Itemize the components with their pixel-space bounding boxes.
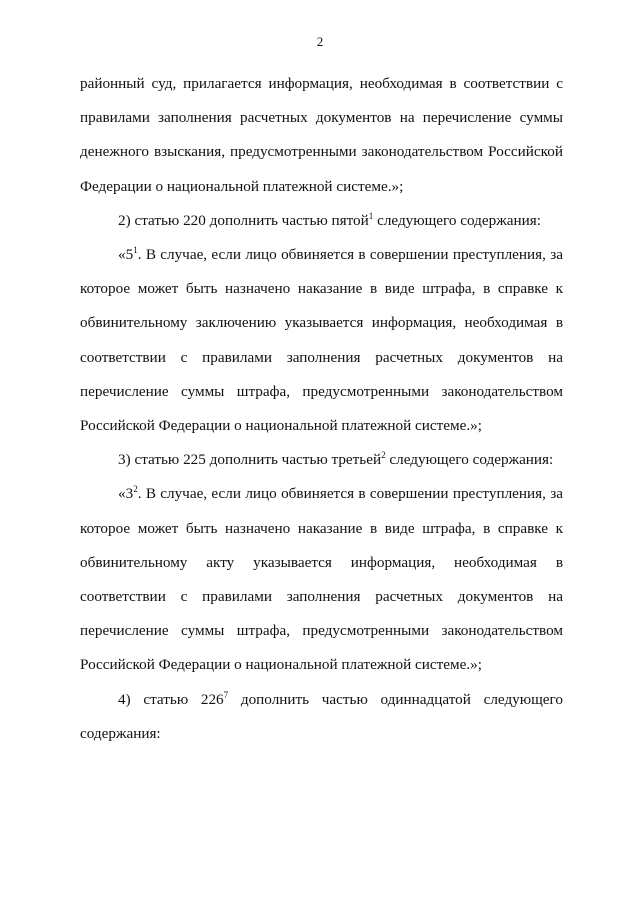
paragraph-part-5-1 xyxy=(80,238,563,443)
paragraph-text: . В случае, если лицо обвиняется в совершении преступления, за которое может быть назначено наказание в виде штрафа, в справке к обвинительному акту указывается информация, необходимая в соответствии с правилами заполнения расчетных документов на перечисление суммы штрафа, предусмотренными законодательством Российской Федерации о национальной платежной системе.»; xyxy=(80,485,563,674)
paragraph-text: . В случае, если лицо обвиняется в совершении преступления, за которое может быть назначено наказание в виде штрафа, в справке к обвинительному заключению указывается информация, необходимая в соответствии с правилами заполнения расчетных документов на перечисление суммы штрафа, предусмотренными законодательством Российской Федерации о национальной платежной системе.»; xyxy=(80,246,563,435)
page-number: 2 xyxy=(316,34,324,49)
paragraph-text: дополнить частью одиннадцатой следующего содержания: xyxy=(80,690,563,742)
paragraph-text: «3 xyxy=(118,485,134,503)
superscript: 1 xyxy=(368,210,374,221)
superscript: 2 xyxy=(133,484,138,495)
paragraph-text: 2) статью 220 дополнить частью пятой xyxy=(118,211,369,229)
superscript: 7 xyxy=(223,689,229,700)
paragraph-text: следующего содержания: xyxy=(385,451,554,469)
superscript: 2 xyxy=(381,450,386,461)
paragraph-text: 4) статью 226 xyxy=(118,690,224,708)
document-body xyxy=(80,67,563,751)
paragraph-text: «5 xyxy=(118,246,134,264)
paragraph-item-2 xyxy=(80,204,563,238)
superscript: 1 xyxy=(133,245,138,256)
paragraph-text: следующего содержания: xyxy=(373,211,541,229)
paragraph-continuation xyxy=(80,67,563,204)
paragraph-item-3 xyxy=(80,443,563,477)
paragraph-item-4 xyxy=(80,683,563,751)
paragraph-part-3-2 xyxy=(80,477,563,682)
paragraph-text: районный суд, прилагается информация, необходимая в соответствии с правилами заполнения расчетных документов на перечисление суммы денежного взыскания, предусмотренными законодательством Российской Федерации о национальной платежной системе.»; xyxy=(80,75,563,195)
paragraph-text: 3) статью 225 дополнить частью третьей xyxy=(118,451,382,469)
